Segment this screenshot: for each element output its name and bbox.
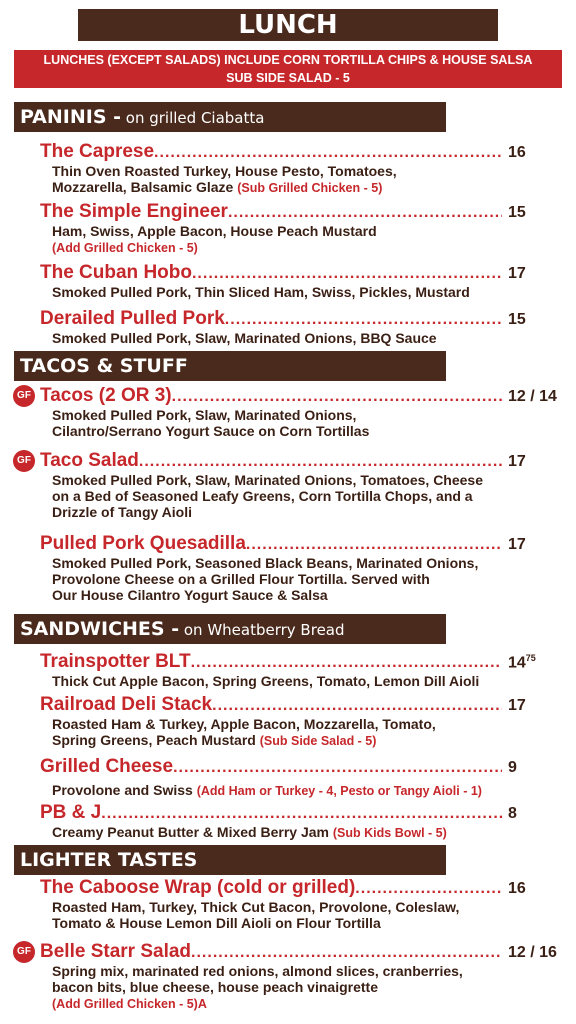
dot-leader [173, 759, 502, 776]
item-description: Smoked Pulled Pork, Slaw, Marinated Onions, BBQ Sauce [52, 330, 437, 346]
menu-item-derailed-pulled-pork [40, 308, 566, 346]
section-header-tacos-and-stuff [14, 351, 446, 381]
lunch-note-line-1: LUNCHES (EXCEPT SALADS) INCLUDE CORN TORTILLA CHIPS & HOUSE SALSA [43, 53, 533, 67]
menu-item-the-simple-engineer [40, 201, 566, 256]
menu-item-taco-salad [40, 450, 566, 520]
item-price: 17 [508, 536, 526, 553]
item-description: Roasted Ham & Turkey, Apple Bacon, Mozzarella, Tomato, Spring Greens, Peach Mustard (Sub Side Salad - 5) [52, 716, 436, 748]
item-description: Smoked Pulled Pork, Slaw, Marinated Onions, Cilantro/Serrano Yogurt Sauce on Corn Tortillas [52, 407, 370, 439]
dot-leader [192, 265, 502, 282]
item-name: PB & J [40, 802, 102, 823]
item-description: Provolone and Swiss (Add Ham or Turkey - 4, Pesto or Tangy Aioli - 1) [52, 782, 482, 798]
dot-leader [139, 453, 502, 470]
menu-item-trainspotter-blt [40, 651, 566, 689]
dot-leader [191, 944, 502, 961]
item-name: Pulled Pork Quesadilla [40, 533, 246, 554]
item-description: Thick Cut Apple Bacon, Spring Greens, Tomato, Lemon Dill Aioli [52, 673, 480, 689]
item-price: 15 [508, 311, 526, 328]
dot-leader [228, 204, 502, 221]
section-name: LIGHTER TASTES [20, 849, 198, 871]
item-name: The Caboose Wrap (cold or grilled) [40, 877, 356, 898]
menu-item-tacos [40, 385, 566, 439]
section-subtitle: on grilled Ciabatta [121, 109, 265, 127]
item-price: 12 / 14 [508, 388, 557, 405]
item-name: Derailed Pulled Pork [40, 308, 225, 329]
lunch-note-banner [14, 50, 562, 88]
gluten-free-badge-icon: GF [13, 385, 35, 407]
item-note: (Add Grilled Chicken - 5) [52, 241, 198, 255]
item-price: 15 [508, 204, 526, 221]
menu-item-the-caprese [40, 141, 566, 196]
dot-leader [191, 654, 502, 671]
item-name: Grilled Cheese [40, 756, 174, 777]
dot-leader [101, 805, 502, 822]
dot-leader [225, 311, 502, 328]
item-description: Creamy Peanut Butter & Mixed Berry Jam (Sub Kids Bowl - 5) [52, 824, 447, 840]
dot-leader [172, 388, 502, 405]
item-description: Smoked Pulled Pork, Slaw, Marinated Onions, Tomatoes, Cheese on a Bed of Seasoned Leafy Greens, Corn Tortilla Chops, and a Drizzle of Tangy Aioli [52, 472, 483, 520]
section-name: PANINIS - [20, 106, 122, 128]
section-name: TACOS & STUFF [20, 355, 188, 377]
menu-title: LUNCH [78, 9, 498, 41]
item-description: Smoked Pulled Pork, Thin Sliced Ham, Swiss, Pickles, Mustard [52, 284, 470, 300]
item-description: Thin Oven Roasted Turkey, House Pesto, Tomatoes, Mozzarella, Balsamic Glaze (Sub Grilled Chicken - 5) [52, 163, 397, 195]
item-price: 17 [508, 453, 526, 470]
item-note: (Sub Side Salad - 5) [259, 734, 377, 748]
item-price: 8 [508, 805, 517, 822]
item-price: 17 [508, 697, 526, 714]
item-note: (Sub Grilled Chicken - 5) [237, 181, 383, 195]
item-description: Roasted Ham, Turkey, Thick Cut Bacon, Provolone, Coleslaw, Tomato & House Lemon Dill Aioli on Flour Tortilla [52, 899, 460, 931]
item-name: The Cuban Hobo [40, 262, 192, 283]
gluten-free-badge-icon: GF [13, 450, 35, 472]
menu-item-pulled-pork-quesadilla [40, 533, 566, 603]
section-header-sandwiches [14, 614, 446, 644]
item-name: The Simple Engineer [40, 201, 228, 222]
section-header-paninis [14, 102, 446, 132]
menu-item-belle-starr-salad [40, 941, 566, 1012]
menu-item-the-caboose-wrap [40, 877, 566, 931]
item-note: (Sub Kids Bowl - 5) [332, 826, 447, 840]
item-price: 16 [508, 880, 526, 897]
item-price: 17 [508, 265, 526, 282]
dot-leader [154, 144, 502, 161]
item-note: (Add Ham or Turkey - 4, Pesto or Tangy Aioli - 1) [196, 784, 482, 798]
item-price: 16 [508, 144, 526, 161]
item-description: Spring mix, marinated red onions, almond slices, cranberries, bacon bits, blue cheese, house peach vinaigrette (Add Grilled Chicken - 5)A [52, 963, 463, 1011]
menu-item-pb-and-j [40, 802, 566, 841]
item-price: 9 [508, 759, 517, 776]
section-header-lighter-tastes [14, 845, 446, 875]
dot-leader [355, 880, 502, 897]
item-price: $14^{75}$ [508, 652, 536, 671]
section-name: SANDWICHES - [20, 618, 180, 640]
item-name: Railroad Deli Stack [40, 694, 213, 715]
gluten-free-badge-icon: GF [13, 941, 35, 963]
item-name: Belle Starr Salad [40, 941, 192, 962]
item-note: (Add Grilled Chicken - 5)A [52, 997, 207, 1011]
item-name: The Caprese [40, 141, 155, 162]
item-description: Smoked Pulled Pork, Seasoned Black Beans, Marinated Onions, Provolone Cheese on a Grilled Flour Tortilla. Served with Our House Cilantro Yogurt Sauce & Salsa [52, 555, 479, 603]
section-subtitle: on Wheatberry Bread [179, 621, 345, 639]
dot-leader [212, 697, 502, 714]
item-name: Trainspotter BLT [40, 651, 191, 672]
menu-item-the-cuban-hobo [40, 262, 566, 300]
item-name: Tacos (2 OR 3) [40, 385, 172, 406]
dot-leader [246, 536, 502, 553]
item-name: Taco Salad [40, 450, 139, 471]
item-description: Ham, Swiss, Apple Bacon, House Peach Mustard (Add Grilled Chicken - 5) [52, 223, 377, 255]
menu-item-grilled-cheese [40, 756, 566, 799]
lunch-note-line-2: SUB SIDE SALAD - 5 [226, 71, 350, 85]
menu-item-railroad-deli-stack [40, 694, 566, 749]
item-price: 12 / 16 [508, 944, 557, 961]
